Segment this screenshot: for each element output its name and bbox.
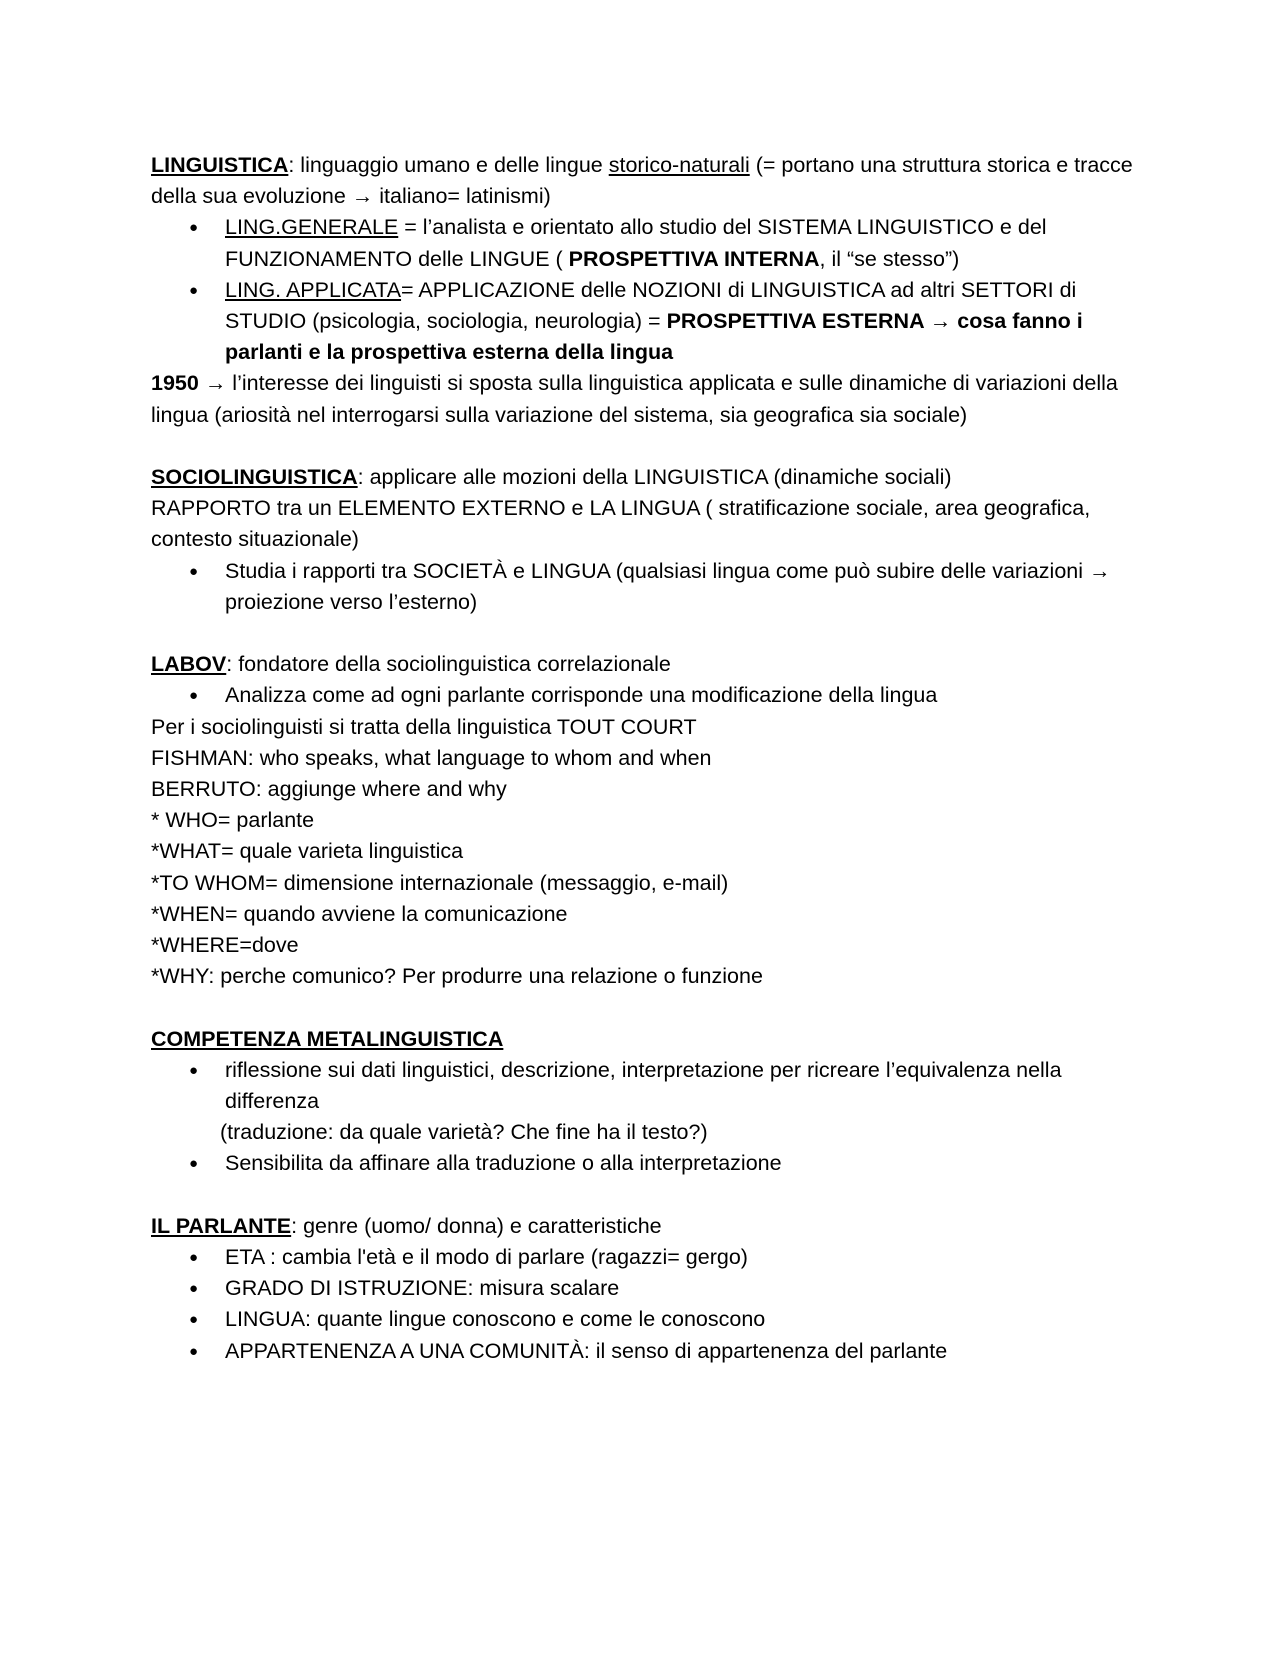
sociolinguistica-line: RAPPORTO tra un ELEMENTO EXTERNO e LA LINGUA ( stratificazione sociale, area geografica, contesto situazionale) [151, 496, 1091, 552]
list-item: ● Sensibilita da affinare alla traduzione o alla interpretazione [151, 1148, 1141, 1179]
list-item: ● Studia i rapporti tra SOCIETÀ e LINGUA (qualsiasi lingua come può subire delle variazioni → proiezione verso l’esterno) [151, 556, 1141, 618]
labov-line: *WHERE=dove [151, 933, 299, 958]
linguistica-bullet-list [151, 212, 1141, 368]
parlante-bullet-list [151, 1242, 1141, 1367]
labov-line: *WHEN= quando avviene la comunicazione [151, 901, 568, 926]
labov-line: *TO WHOM= dimensione internazionale (messaggio, e-mail) [151, 870, 729, 895]
labov-intro: : fondatore della sociolinguistica correlazionale [226, 652, 671, 677]
spacer [151, 992, 1141, 1023]
ling-generale-term: LING.GENERALE [225, 215, 399, 240]
linguistica-paragraph [151, 150, 1141, 212]
list-item [151, 275, 1141, 369]
spacer [151, 431, 1141, 462]
year-text: → l’interesse dei linguisti si sposta sulla linguistica applicata e sulle dinamiche di variazioni della lingua (ariosità nel interrogarsi sulla variazione del sistema, sia geografica sia sociale) [151, 371, 1118, 427]
year-label: 1950 [151, 371, 199, 396]
labov-line: *WHAT= quale varieta linguistica [151, 839, 464, 864]
spacer [151, 1180, 1141, 1211]
sociolinguistica-intro: : applicare alle mozioni della LINGUISTICA (dinamiche sociali) [357, 465, 952, 490]
prospettiva-esterna: PROSPETTIVA ESTERNA → cosa fanno i parlanti e la prospettiva esterna della lingua [225, 309, 1083, 365]
linguistica-intro-underlined: storico-naturali [608, 153, 750, 177]
ling-generale-text: = l’analista e orientato allo studio del SISTEMA LINGUISTICO e del FUNZIONAMENTO delle LINGUE ( [225, 215, 1047, 271]
list-item: ● ETA : cambia l'età e il modo di parlare (ragazzi= gergo) [151, 1242, 1141, 1273]
spacer [151, 618, 1141, 649]
parlante-paragraph [151, 1211, 1141, 1242]
labov-line: *WHY: perche comunico? Per produrre una relazione o funzione [151, 964, 763, 989]
competenza-bullet-list [151, 1055, 1141, 1117]
parlante-heading: IL PARLANTE [151, 1213, 292, 1238]
sociolinguistica-heading: SOCIOLINGUISTICA [151, 465, 358, 490]
prospettiva-interna: PROSPETTIVA INTERNA [568, 246, 820, 271]
list-item: ● Analizza come ad ogni parlante corrisponde una modificazione della lingua [151, 680, 1141, 711]
competenza-note: (traduzione: da quale varietà? Che fine ha il testo?) [220, 1120, 708, 1145]
list-item: ● riflessione sui dati linguistici, descrizione, interpretazione per ricreare l’equivalenza nella differenza [151, 1055, 1141, 1117]
labov-line: BERRUTO: aggiunge where and why [151, 777, 507, 802]
ling-applicata-text: = APPLICAZIONE delle NOZIONI di LINGUISTICA ad altri SETTORI di STUDIO (psicologia, sociologia, neurologia) = [225, 277, 1077, 334]
list-item: ● APPARTENENZA A UNA COMUNITÀ: il senso di appartenenza del parlante [151, 1336, 1141, 1367]
sociolinguistica-paragraph [151, 462, 1141, 493]
list-item: ● GRADO DI ISTRUZIONE: misura scalare [151, 1273, 1141, 1304]
ling-applicata-term: LING. APPLICATA [225, 277, 402, 302]
list-item [151, 212, 1141, 274]
competenza-heading: COMPETENZA METALINGUISTICA [151, 1026, 504, 1051]
labov-line: FISHMAN: who speaks, what language to whom and when [151, 745, 712, 770]
ling-generale-text-end: , il “se stesso”) [819, 246, 960, 271]
labov-bullet-list [151, 680, 1141, 711]
linguistica-intro-b: (= portano una struttura storica e tracce della sua evoluzione → italiano= latinismi) [151, 153, 1133, 209]
labov-heading: LABOV [151, 652, 227, 677]
sociolinguistica-bullet-list [151, 556, 1141, 618]
year-paragraph [151, 368, 1141, 430]
competenza-bullet-list-2 [151, 1148, 1141, 1179]
labov-line: Per i sociolinguisti si tratta della linguistica TOUT COURT [151, 714, 697, 739]
parlante-intro: : genre (uomo/ donna) e caratteristiche [291, 1213, 662, 1238]
list-item: ● LINGUA: quante lingue conoscono e come le conoscono [151, 1304, 1141, 1335]
labov-line: * WHO= parlante [151, 808, 315, 833]
linguistica-intro-a: : linguaggio umano e delle lingue [288, 153, 609, 177]
labov-paragraph [151, 649, 1141, 680]
document-page [151, 150, 1141, 1367]
linguistica-heading: LINGUISTICA [151, 153, 289, 177]
